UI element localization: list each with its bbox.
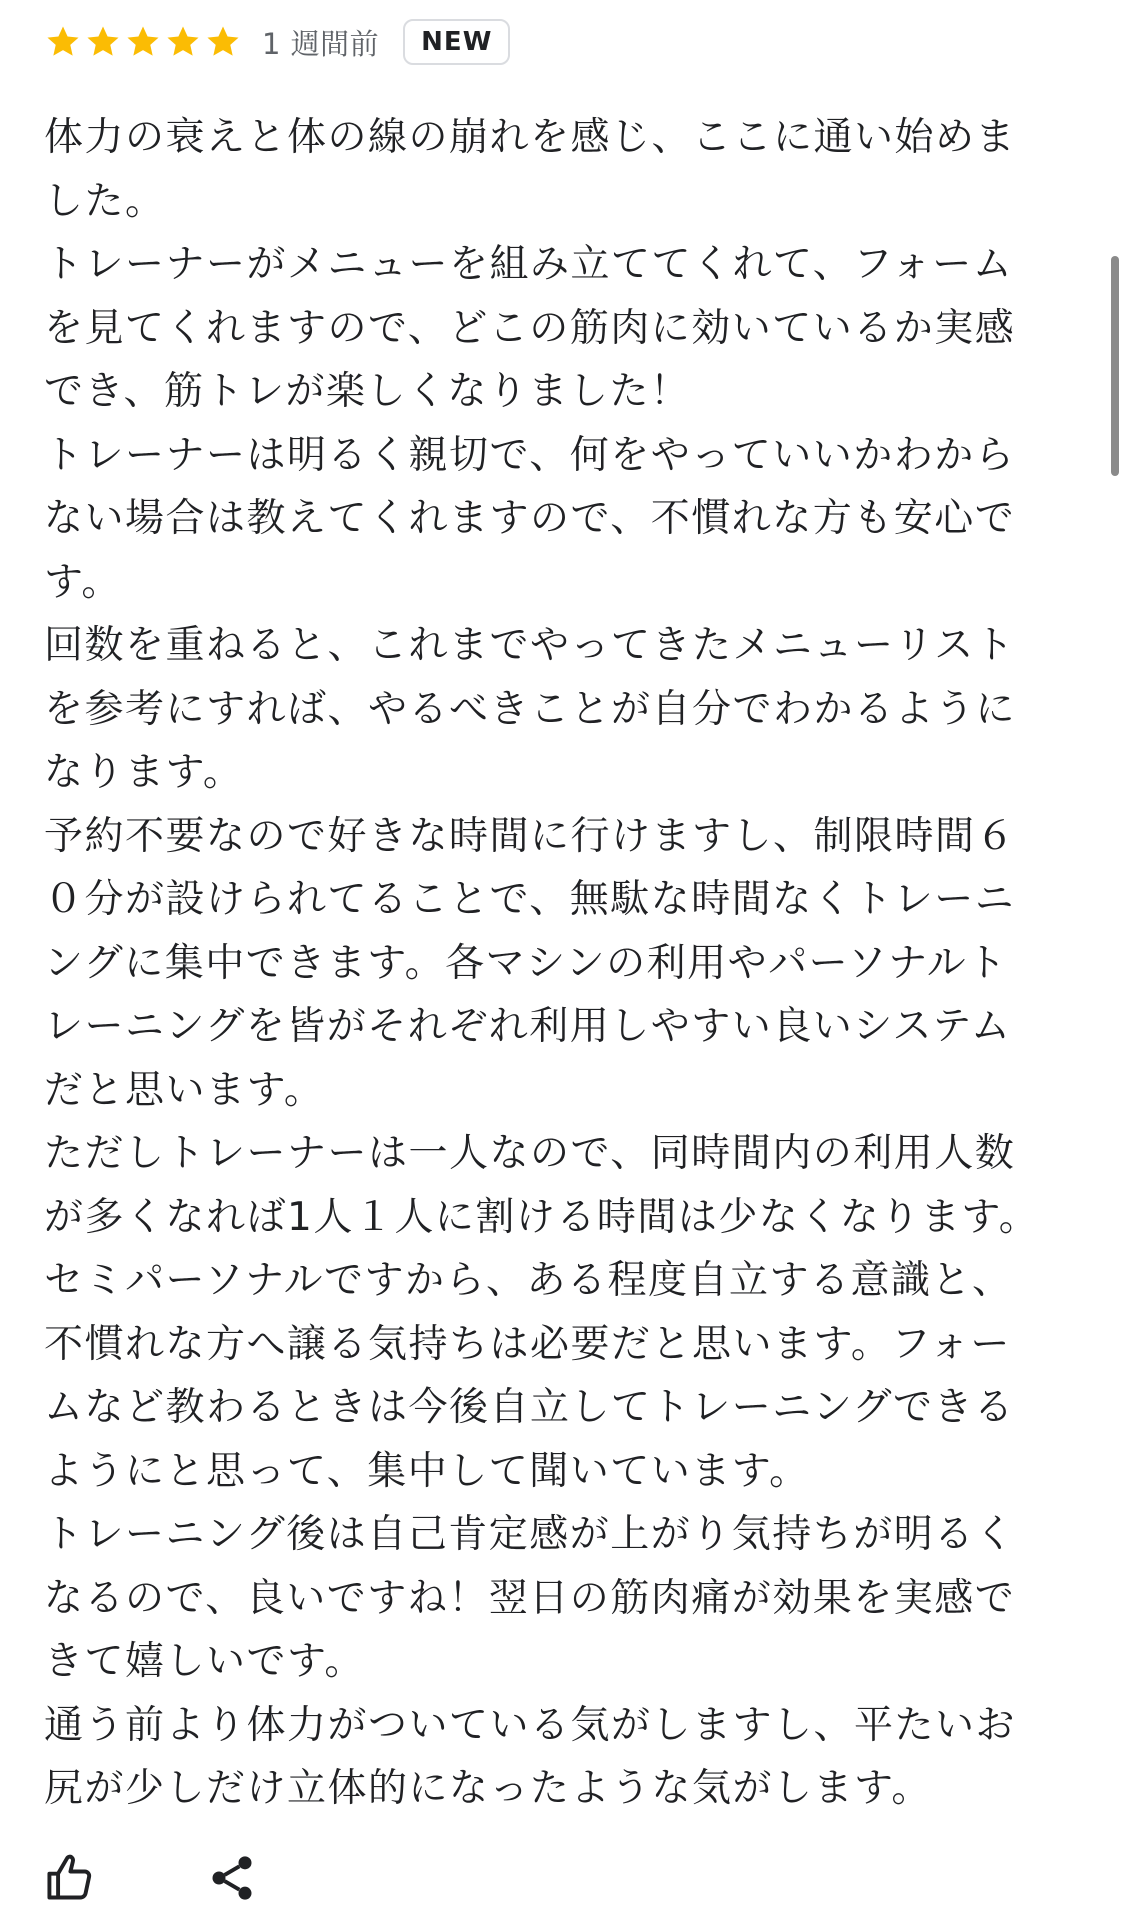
review-text-line: なるので、良いですね！翌日の筋肉痛が効果を実感で [44,1575,1016,1621]
review-text-line: 通う前より体力がついている気がしますし、平たいお [44,1702,1017,1748]
share-icon [206,1852,258,1904]
star-icon [124,23,162,61]
review-text-line: ない場合は教えてくれますので、不慣れな方も安心で [44,496,1016,541]
review-text-line: 尻が少しだけ立体的になったような気がします。 [44,1766,932,1811]
star-icon [204,23,242,61]
thumb-up-icon [44,1852,96,1904]
review-text-line: を参考にすれば、やるべきことが自分でわかるように [44,686,1017,732]
review-text-line: ムなど教わるときは今後自立してトレーニングできる [44,1385,1015,1430]
review-text-line: ようにと思って、集中して聞いています。 [44,1448,810,1494]
review-text-line: トレーナーは明るく親切で、何をやっていいかわから [44,432,1016,478]
review-text-line: 回数を重ねると、これまでやってきたメニューリスト [44,623,1016,668]
star-icon [84,23,122,61]
review-text-line: す。 [44,559,122,605]
review-text-line: 予約不要なので好きな時間に行けますし、制限時間６ [44,813,1017,859]
review-text-line: ングに集中できます。各マシンの利用やパーソナルト [44,940,1008,986]
star-icon [44,23,82,61]
review-meta [44,14,1064,70]
review-text-line: だと思います。 [44,1067,325,1113]
review-text-line: でき、筋トレが楽しくなりました！ [44,369,691,414]
review-text-line: きて嬉しいです。 [44,1639,365,1684]
review-actions [44,1852,258,1904]
review-text-line: 体力の衰えと体の線の崩れを感じ、ここに通い始めま [44,115,1017,160]
review-text-line: トレーニング後は自己肯定感が上がり気持ちが明るく [44,1512,1016,1557]
review-text-line: トレーナーがメニューを組み立ててくれて、フォーム [44,242,1014,287]
scrollbar[interactable] [1111,256,1119,476]
share-button[interactable] [206,1852,258,1904]
review-text-line: 不慣れな方へ譲る気持ちは必要だと思います。フォー [44,1321,1011,1367]
review-text [44,106,1064,1821]
review-text-line: セミパーソナルですから、ある程度自立する意識と、 [44,1258,1013,1303]
review-text-line: が多くなれば1人１人に割ける時間は少なくなります。 [44,1194,1040,1240]
star-rating [44,23,242,61]
star-icon [164,23,202,61]
review-text-line: した。 [44,178,166,224]
review-text-line: レーニングを皆がそれぞれ利用しやすい良いシステム [44,1004,1012,1049]
review-text-line: ただしトレーナーは一人なので、同時間内の利用人数 [44,1131,1016,1176]
review-text-line: なります。 [44,750,244,795]
review-card [44,14,1064,1821]
review-text-line: ０分が設けられてることで、無駄な時間なくトレーニ [44,877,1016,922]
new-badge: NEW [403,19,510,65]
review-text-line: を見てくれますので、どこの筋肉に効いているか実感 [44,305,1016,351]
like-button[interactable] [44,1852,96,1904]
review-time: 1 週間前 [262,26,380,61]
